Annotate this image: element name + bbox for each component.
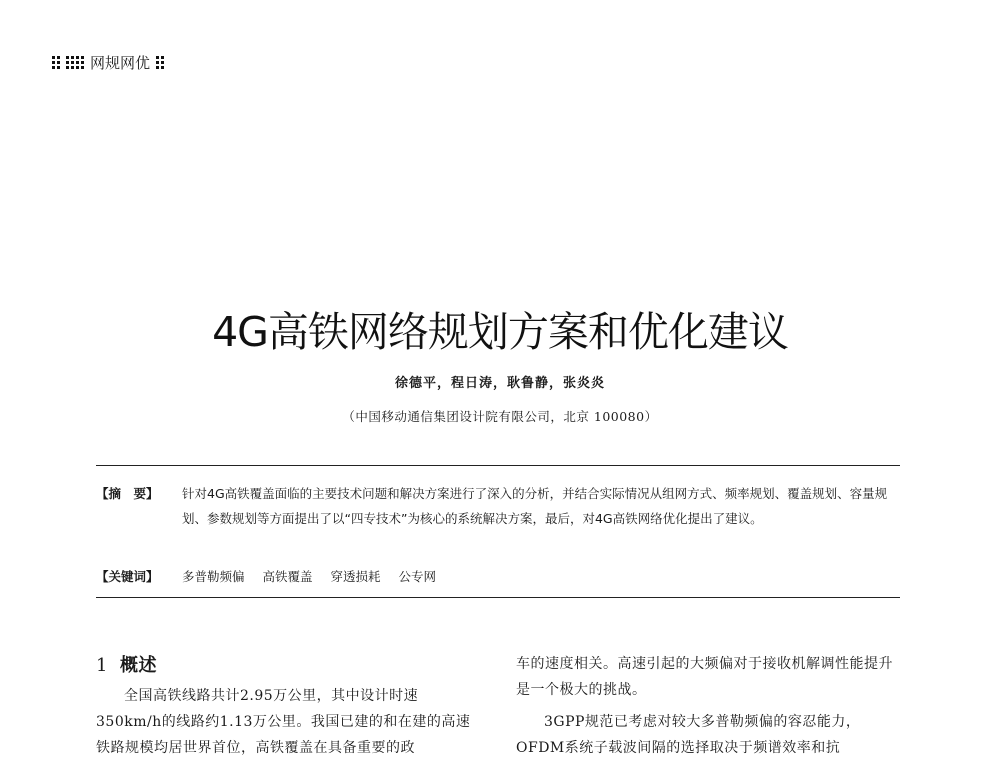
- body-paragraph: 车的速度相关。高速引起的大频偏对于接收机解调性能提升是一个极大的挑战。: [516, 656, 893, 698]
- section-number: 1: [96, 655, 108, 676]
- section-heading: [96, 651, 476, 681]
- divider: [96, 465, 900, 466]
- abstract-block: [96, 481, 900, 531]
- affiliation: （中国移动通信集团设计院有限公司，北京 100080）: [342, 409, 658, 424]
- keyword: 穿透损耗: [330, 569, 381, 584]
- left-column: [96, 651, 476, 761]
- abstract-label: 【摘 要】: [96, 486, 159, 501]
- section-tag-label: 网规网优: [90, 54, 151, 72]
- body-paragraph: 3GPP规范已考虑对较大多普勒频偏的容忍能力，OFDM系统子载波间隔的选择取决于频谱效率和抗: [516, 714, 861, 756]
- keywords-block: [96, 564, 900, 589]
- authors: 徐德平，程日涛，耿鲁静，张炎炎: [394, 376, 605, 391]
- keyword: 公专网: [398, 569, 437, 584]
- dot-pattern-icon: [156, 56, 164, 69]
- keywords-label: 【关键词】: [96, 569, 159, 584]
- keywords-list: [182, 564, 900, 589]
- body-paragraph: 全国高铁线路共计2.95万公里，其中设计时速350km/h的线路约1.13万公里。我国已建的和在建的高速铁路规模均居世界首位，高铁覆盖在具备重要的政: [96, 688, 471, 756]
- keyword: 多普勒频偏: [182, 569, 245, 584]
- article-title: 4G高铁网络规划方案和优化建议: [212, 308, 788, 357]
- right-column: [516, 651, 896, 761]
- section-tag: [52, 52, 164, 73]
- abstract-text: 针对4G高铁覆盖面临的主要技术问题和解决方案进行了深入的分析，并结合实际情况从组网方式、频率规划、覆盖规划、容量规划、参数规划等方面提出了以“四专技术”为核心的系统解决方案，最后，对4G高铁网络优化提出了建议。: [182, 486, 888, 526]
- dot-pattern-icon: [66, 56, 84, 69]
- divider: [96, 597, 900, 598]
- section-title: 概述: [119, 655, 157, 676]
- keyword: 高铁覆盖: [262, 569, 313, 584]
- dot-pattern-icon: [52, 56, 60, 69]
